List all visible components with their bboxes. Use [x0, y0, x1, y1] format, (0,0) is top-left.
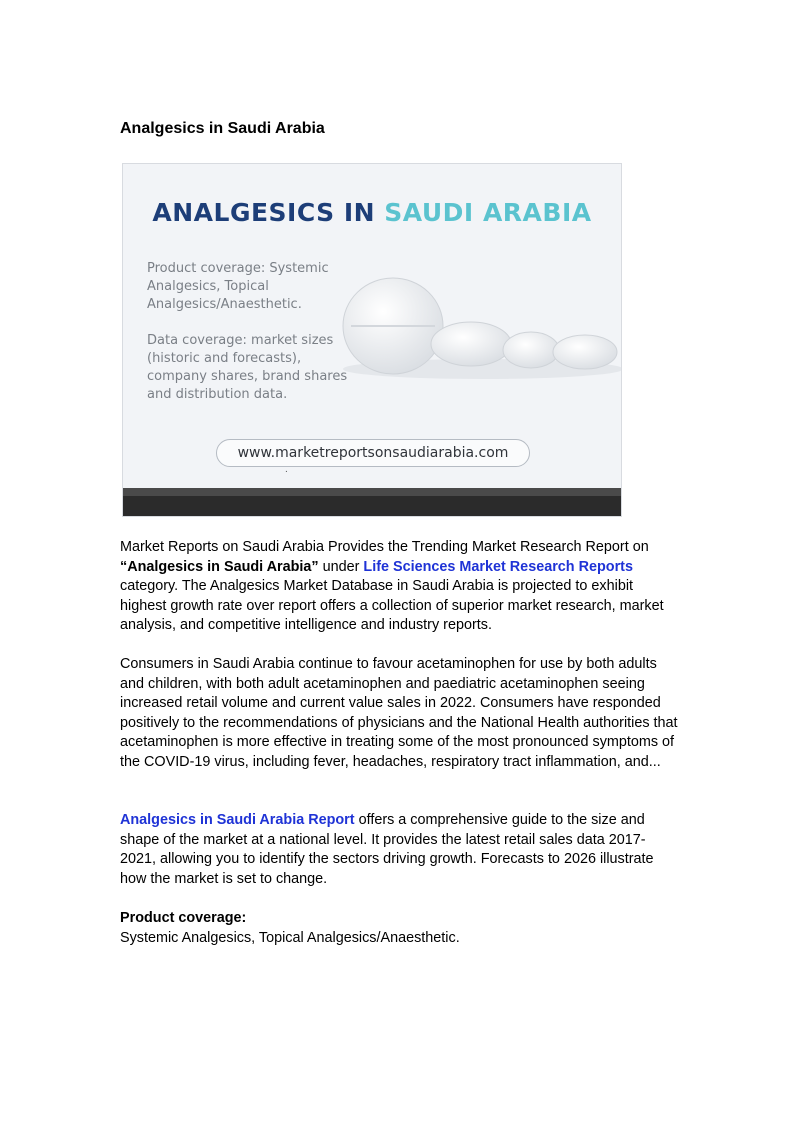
product-coverage-text: Systemic Analgesics, Topical Analgesics/Anaesthetic.	[120, 929, 460, 946]
report-text: offers a comprehensive guide to the size and shape of the market at a national level. It provides the latest retail sales data 2017-2021, allowing you to identify the sectors driving growth. Forecasts to 2026 illustrate how the market is set to change.	[120, 812, 654, 887]
product-coverage-heading: Product coverage:	[120, 910, 247, 926]
report-banner-image	[122, 163, 622, 517]
banner-product-coverage: Product coverage: Systemic Analgesics, Topical Analgesics/Anaesthetic.	[147, 261, 329, 312]
banner-heading	[123, 198, 621, 227]
banner-bottom-bar	[123, 488, 621, 516]
banner-heading-light: SAUDI ARABIA	[384, 198, 592, 227]
report-paragraph	[120, 811, 680, 889]
report-name: “Analgesics in Saudi Arabia”	[120, 558, 319, 575]
tablets-icon	[333, 264, 622, 384]
report-link[interactable]: Analgesics in Saudi Arabia Report	[120, 812, 355, 828]
intro-text-1: Market Reports on Saudi Arabia Provides the Trending Market Research Report on	[120, 539, 649, 555]
category-link[interactable]: Life Sciences Market Research Reports	[363, 558, 633, 575]
banner-data-coverage: Data coverage: market sizes (historic and forecasts), company shares, brand shares and distribution data.	[147, 333, 348, 402]
intro-text-3: category. The Analgesics Market Database in Saudi Arabia is projected to exhibit highest growth rate over report offers a collection of superior market research, market analysis, and competitive intelligence and industry reports.	[120, 578, 664, 633]
banner-website-url: www.marketreportsonsaudiarabia.com	[216, 439, 530, 467]
product-coverage-section	[120, 909, 680, 948]
page-title: Analgesics in Saudi Arabia	[120, 120, 325, 137]
banner-heading-dark: ANALGESICS IN	[152, 198, 385, 227]
consumers-paragraph: Consumers in Saudi Arabia continue to favour acetaminophen for use by both adults and children, with both adult acetaminophen and paediatric acetaminophen seeing increased retail volume and current value sales in 2022. Consumers have responded positively to the recommendations of physicians and the National Health authorities that acetaminophen is more effective in treating some of the most pronounced symptoms of the COVID-19 virus, including fever, headaches, respiratory tract inflammation, and...	[120, 656, 678, 770]
intro-text-2: under	[318, 558, 364, 575]
intro-paragraph	[120, 538, 680, 636]
banner-dot: .	[285, 464, 288, 475]
